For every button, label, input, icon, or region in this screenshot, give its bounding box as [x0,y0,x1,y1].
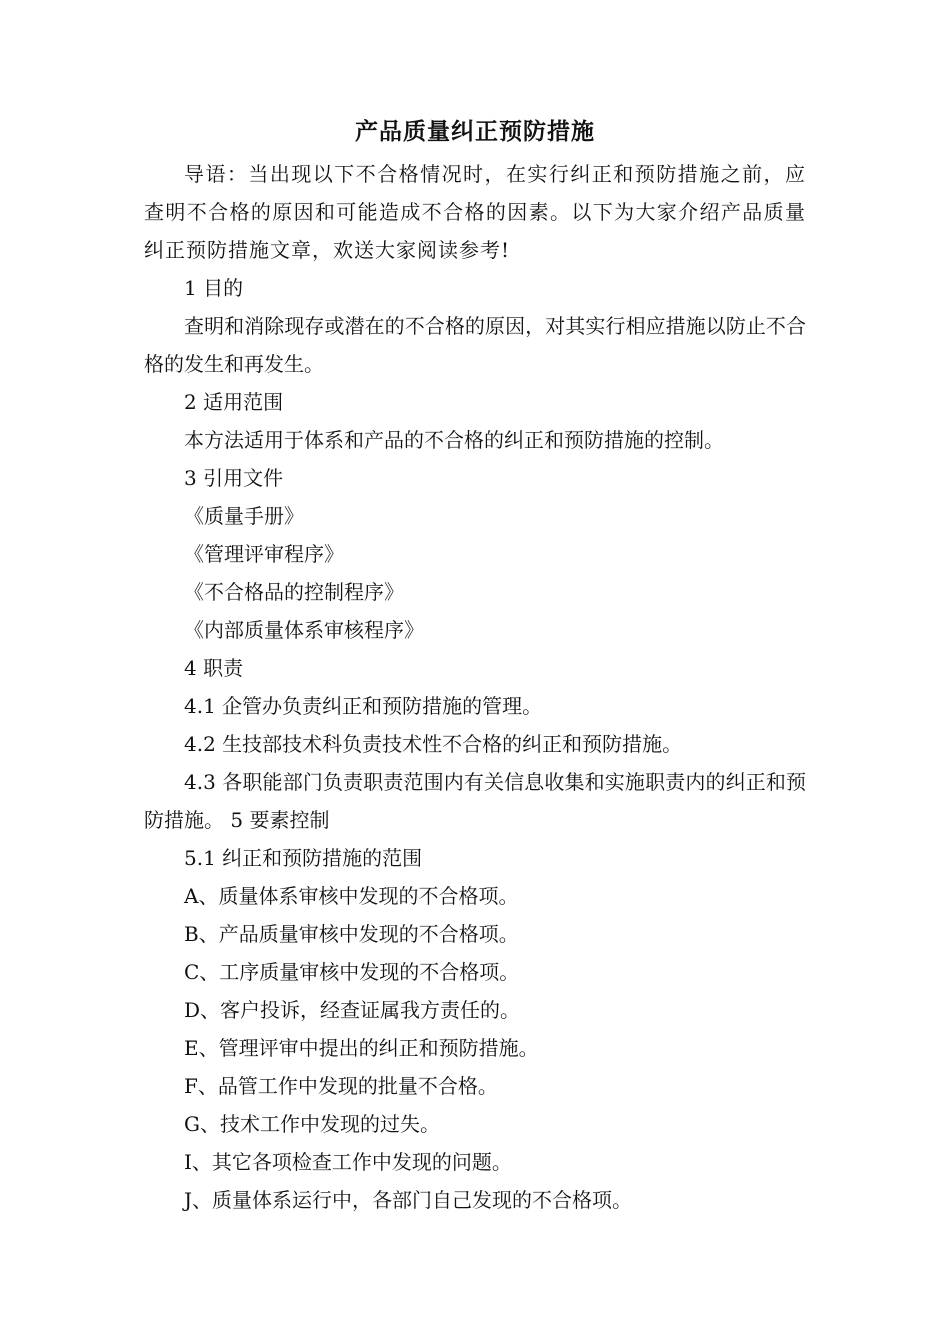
list-item: B、产品质量审核中发现的不合格项。 [184,922,519,946]
list-item: E、管理评审中提出的纠正和预防措施。 [184,1036,539,1060]
responsibility-item: 4.3 各职能部门负责职责范围内有关信息收集和实施职责内的纠正和预防措施。 5 要素控制 [144,770,806,832]
list-item: D、客户投诉，经查证属我方责任的。 [184,998,521,1022]
document-title: 产品质量纠正预防措施 [355,118,595,145]
list-item: A、质量体系审核中发现的不合格项。 [184,884,519,908]
section-heading-references: 3 引用文件 [184,466,284,490]
section-heading-responsibilities: 4 职责 [184,656,244,680]
scope-paragraph: 本方法适用于体系和产品的不合格的纠正和预防措施的控制。 [184,428,724,452]
list-item: I、其它各项检查工作中发现的问题。 [184,1150,512,1174]
section-heading-scope: 2 适用范围 [184,390,284,414]
list-item: J、质量体系运行中，各部门自己发现的不合格项。 [184,1188,633,1212]
list-item: C、工序质量审核中发现的不合格项。 [184,960,520,984]
reference-item: 《内部质量体系审核程序》 [184,618,424,642]
responsibility-item: 4.1 企管办负责纠正和预防措施的管理。 [184,694,543,718]
list-item: G、技术工作中发现的过失。 [184,1112,440,1136]
document-body [144,155,806,1219]
list-item: F、品管工作中发现的批量不合格。 [184,1074,498,1098]
purpose-paragraph: 查明和消除现存或潜在的不合格的原因，对其实行相应措施以防止不合格的发生和再发生。 [144,314,806,376]
responsibility-item: 4.2 生技部技术科负责技术性不合格的纠正和预防措施。 [184,732,683,756]
reference-item: 《质量手册》 [184,504,304,528]
reference-item: 《不合格品的控制程序》 [184,580,404,604]
intro-paragraph: 导语：当出现以下不合格情况时，在实行纠正和预防措施之前，应查明不合格的原因和可能造成不合格的因素。以下为大家介绍产品质量纠正预防措施文章，欢送大家阅读参考! [144,162,806,262]
subsection-heading-scope: 5.1 纠正和预防措施的范围 [184,846,423,870]
reference-item: 《管理评审程序》 [184,542,344,566]
section-heading-purpose: 1 目的 [184,276,244,300]
